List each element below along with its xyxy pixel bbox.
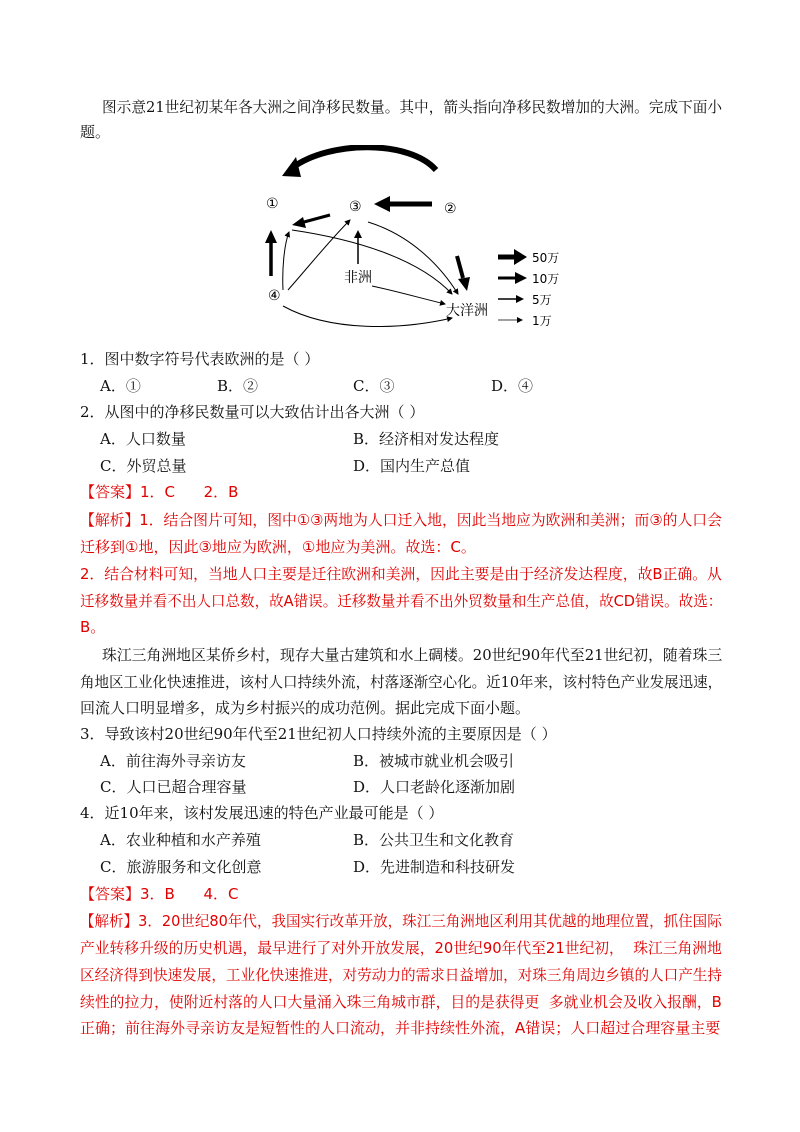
curve-4-to-oceania: [283, 306, 452, 327]
analysis2-line1-text: 3．20世纪80年代，我国实行改革开放，珠江三角洲地区利用其优越的地理位置，抓住国际: [138, 912, 722, 930]
legend-5w-label: 5万: [532, 293, 552, 307]
arrow-2-to-1-head: [282, 157, 301, 177]
arrow-2-to-oceania-shaft: [457, 256, 463, 278]
intro1-line1: 图示意21世纪初某年各大洲之间净移民数量。其中，箭头指向净移民数增加的大洲。完成下面小: [102, 98, 723, 116]
analysis2-label: 【解析】: [80, 912, 139, 930]
legend-50w-head: [514, 249, 527, 265]
analysis2-line2: 产业转移升级的历史机遇，最早进行了对外开放发展，20世纪90年代至21世纪初， 珠江三角洲地: [80, 939, 722, 957]
q3-stem: 3．导致该村20世纪90年代至21世纪初人口持续外流的主要原因是（ ）: [80, 725, 557, 743]
migration-figure: [250, 145, 570, 335]
q3-option-d: D．人口老龄化逐渐加剧: [353, 778, 516, 796]
q2-option-a: A．人口数量: [100, 430, 186, 448]
arrow-2-to-3-head: [374, 196, 390, 212]
intro2-line3: 回流人口明显增多，成为乡村振兴的成功范例。据此完成下面小题。: [80, 699, 531, 717]
legend-1w-label: 1万: [532, 314, 552, 328]
answer2: [80, 884, 238, 904]
node-1-label: ①: [266, 196, 279, 212]
arrow-2-to-1-arc: [292, 147, 436, 170]
q4-option-c: C．旅游服务和文化创意: [100, 858, 262, 876]
q1-option-b: B．②: [217, 377, 259, 395]
q1-option-c: C．③: [353, 377, 395, 395]
q3-option-b: B．被城市就业机会吸引: [353, 752, 515, 770]
arrow-3-to-1-head: [292, 217, 306, 228]
arrow-4-to-1-head: [265, 230, 277, 243]
analysis1-line4: 迁移数量并看不出人口总数，故A错误。迁移数量并看不出外贸数量和生产总值，故CD错误。故选：: [80, 592, 723, 610]
oceania-label: 大洋洲: [446, 303, 488, 319]
curve-1-to-oceania: [292, 230, 452, 294]
analysis2-line3: 区经济得到快速发展，工业化快速推进，对劳动力的需求日益增加，对珠三角周边乡镇的人口产生持: [80, 966, 722, 984]
analysis1-line2: 迁移到①地，因此③地应为欧洲，①地应为美洲。故选：C。: [80, 538, 476, 556]
intro2-line1: 珠江三角洲地区某侨乡村，现存大量古建筑和水上碉楼。20世纪90年代至21世纪初，随着珠三: [102, 646, 723, 664]
q4-option-d: D．先进制造和科技研发: [353, 858, 516, 876]
q3-option-c: C．人口已超合理容量: [100, 778, 247, 796]
answer2-label: 【答案】: [80, 885, 141, 903]
analysis1-line1-text: 1．结合图片可知，图中①③两地为人口迁入地，因此当地应为欧洲和美洲；而③的人口会: [139, 511, 722, 529]
q1-option-a: A．①: [100, 377, 141, 395]
legend-50w-label: 50万: [532, 251, 560, 265]
analysis2-line5: 正确；前往海外寻亲访友是短暂性的人口流动，并非持续性外流，A错误；人口超过合理容量主要: [80, 1019, 721, 1037]
analysis1-line1: [80, 510, 722, 530]
curve-4-up-to-1: [283, 232, 289, 290]
analysis2-line4: 续性的拉力，使附近村落的人口大量涌入珠三角城市群，目的是获得更 多就业机会及收入报酬，B: [80, 993, 722, 1011]
node-4-label: ④: [268, 288, 281, 304]
arrow-3-to-1-shaft: [304, 215, 330, 222]
curve-3-to-oceania: [368, 222, 458, 294]
answer2-text: 3．B 4．C: [140, 885, 239, 903]
curve-africa-to-oceania: [372, 286, 445, 304]
node-3-label: ③: [349, 199, 362, 215]
q1-option-d: D．④: [491, 377, 534, 395]
legend: [498, 249, 559, 328]
q4-stem: 4．近10年来，该村发展迅速的特色产业最可能是（ ）: [80, 804, 444, 822]
node-2-label: ②: [444, 201, 457, 217]
legend-10w-head: [515, 272, 527, 284]
answer1: [80, 482, 238, 502]
analysis2-line1: [80, 911, 722, 931]
q4-option-a: A．农业种植和水产养殖: [100, 831, 261, 849]
q2-option-c: C．外贸总量: [100, 457, 187, 475]
q2-stem: 2．从图中的净移民数量可以大致估计出各大洲（ ）: [80, 403, 425, 421]
q1-stem: 1．图中数字符号代表欧洲的是（ ）: [80, 350, 320, 368]
answer1-text: 1．C 2．B: [140, 483, 239, 501]
analysis1-line5: B。: [80, 618, 106, 636]
q2-option-d: D．国内生产总值: [353, 457, 471, 475]
legend-10w-label: 10万: [532, 272, 560, 286]
q3-option-a: A．前往海外寻亲访友: [100, 752, 246, 770]
answer1-label: 【答案】: [80, 483, 141, 501]
intro2-line2: 角地区工业化快速推进，该村人口持续外流，村落逐渐空心化。近10年来，该村特色产业发展迅速，: [80, 673, 723, 691]
q2-option-b: B．经济相对发达程度: [353, 430, 500, 448]
analysis1-label: 【解析】: [80, 511, 140, 529]
q4-option-b: B．公共卫生和文化教育: [353, 831, 515, 849]
analysis1-line3: 2．结合材料可知，当地人口主要是迁往欧洲和美洲，因此主要是由于经济发达程度，故B正确。从: [80, 565, 722, 583]
arrow-2-to-oceania-head: [458, 277, 470, 291]
intro1-line2: 题。: [80, 123, 111, 141]
africa-label: 非洲: [344, 270, 372, 286]
